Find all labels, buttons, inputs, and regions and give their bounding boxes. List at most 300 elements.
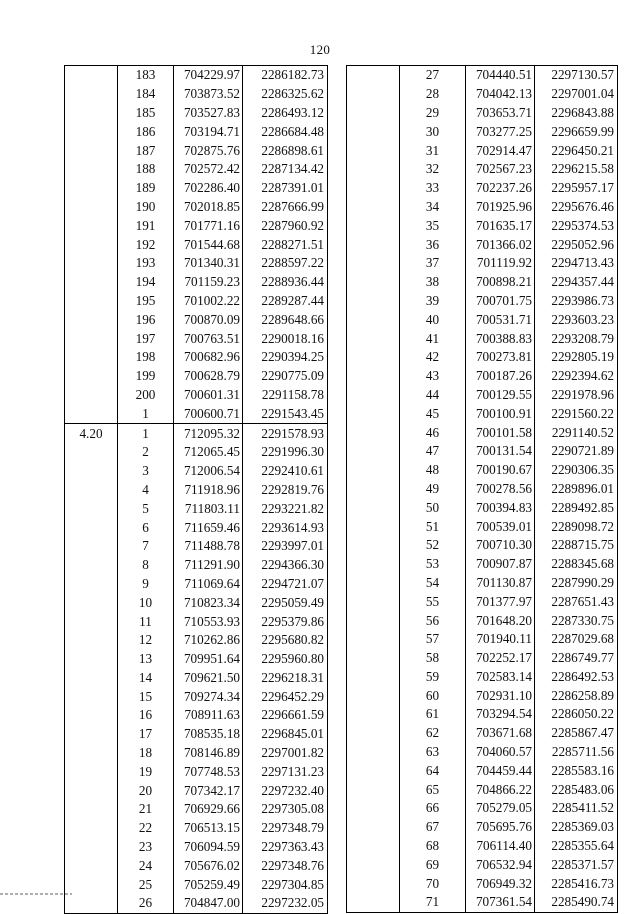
y-coordinate-cell: 2286749.77 bbox=[535, 649, 618, 668]
point-number-cell: 53 bbox=[400, 555, 466, 574]
table-row bbox=[65, 612, 328, 631]
x-coordinate-cell: 702583.14 bbox=[466, 668, 535, 687]
x-coordinate-cell: 704866.22 bbox=[466, 780, 535, 799]
x-coordinate-cell: 711803.11 bbox=[174, 499, 243, 518]
section-number-cell bbox=[65, 762, 118, 781]
section-number-cell bbox=[347, 179, 400, 198]
y-coordinate-cell: 2286493.12 bbox=[243, 104, 328, 123]
point-number-cell: 190 bbox=[118, 198, 174, 217]
section-number-cell bbox=[347, 611, 400, 630]
section-number-cell bbox=[347, 743, 400, 762]
table-row bbox=[347, 780, 618, 799]
y-coordinate-cell: 2294366.30 bbox=[243, 556, 328, 575]
y-coordinate-cell: 2289492.85 bbox=[535, 498, 618, 517]
section-number-cell bbox=[65, 329, 118, 348]
point-number-cell: 189 bbox=[118, 179, 174, 198]
section-number-cell bbox=[347, 310, 400, 329]
y-coordinate-cell: 2297001.82 bbox=[243, 744, 328, 763]
section-number-cell bbox=[65, 838, 118, 857]
x-coordinate-cell: 711488.78 bbox=[174, 537, 243, 556]
y-coordinate-cell: 2286492.53 bbox=[535, 668, 618, 687]
section-number-cell bbox=[65, 404, 118, 423]
table-row bbox=[65, 85, 328, 104]
table-row bbox=[347, 555, 618, 574]
y-coordinate-cell: 2293603.23 bbox=[535, 310, 618, 329]
point-number-cell: 46 bbox=[400, 423, 466, 442]
x-coordinate-cell: 700870.09 bbox=[174, 310, 243, 329]
x-coordinate-cell: 705279.05 bbox=[466, 799, 535, 818]
table-row bbox=[347, 818, 618, 837]
table-row bbox=[347, 104, 618, 123]
section-number-cell bbox=[347, 592, 400, 611]
table-row bbox=[347, 348, 618, 367]
section-number-cell bbox=[347, 122, 400, 141]
x-coordinate-cell: 705676.02 bbox=[174, 856, 243, 875]
point-number-cell: 4 bbox=[118, 481, 174, 500]
table-row bbox=[347, 649, 618, 668]
section-number-cell bbox=[65, 348, 118, 367]
table-row bbox=[65, 800, 328, 819]
x-coordinate-cell: 702567.23 bbox=[466, 160, 535, 179]
table-row bbox=[65, 744, 328, 763]
x-coordinate-cell: 700278.56 bbox=[466, 480, 535, 499]
x-coordinate-cell: 705259.49 bbox=[174, 875, 243, 894]
point-number-cell: 27 bbox=[400, 66, 466, 85]
section-number-cell bbox=[65, 725, 118, 744]
section-number-cell bbox=[65, 781, 118, 800]
section-number-cell bbox=[65, 481, 118, 500]
section-number-cell bbox=[347, 799, 400, 818]
x-coordinate-cell: 709951.64 bbox=[174, 650, 243, 669]
table-row bbox=[347, 423, 618, 442]
table-row bbox=[65, 424, 328, 443]
x-coordinate-cell: 700190.67 bbox=[466, 461, 535, 480]
x-coordinate-cell: 700601.31 bbox=[174, 386, 243, 405]
table-row bbox=[347, 329, 618, 348]
point-number-cell: 67 bbox=[400, 818, 466, 837]
table-row bbox=[347, 611, 618, 630]
x-coordinate-cell: 712006.54 bbox=[174, 462, 243, 481]
section-number-cell bbox=[65, 537, 118, 556]
x-coordinate-cell: 700701.75 bbox=[466, 292, 535, 311]
x-coordinate-cell: 700763.51 bbox=[174, 329, 243, 348]
section-number-cell bbox=[65, 669, 118, 688]
y-coordinate-cell: 2292410.61 bbox=[243, 462, 328, 481]
section-number-cell bbox=[65, 179, 118, 198]
x-coordinate-cell: 705695.76 bbox=[466, 818, 535, 837]
coordinate-table-right bbox=[346, 65, 618, 913]
point-number-cell: 56 bbox=[400, 611, 466, 630]
x-coordinate-cell: 703653.71 bbox=[466, 104, 535, 123]
table-row bbox=[347, 141, 618, 160]
y-coordinate-cell: 2297363.43 bbox=[243, 838, 328, 857]
y-coordinate-cell: 2295374.53 bbox=[535, 216, 618, 235]
section-number-cell bbox=[347, 705, 400, 724]
y-coordinate-cell: 2290775.09 bbox=[243, 367, 328, 386]
table-row bbox=[65, 725, 328, 744]
x-coordinate-cell: 706532.94 bbox=[466, 855, 535, 874]
y-coordinate-cell: 2288345.68 bbox=[535, 555, 618, 574]
table-row bbox=[65, 669, 328, 688]
y-coordinate-cell: 2285369.03 bbox=[535, 818, 618, 837]
y-coordinate-cell: 2287330.75 bbox=[535, 611, 618, 630]
y-coordinate-cell: 2285483.06 bbox=[535, 780, 618, 799]
y-coordinate-cell: 2294721.07 bbox=[243, 575, 328, 594]
x-coordinate-cell: 710553.93 bbox=[174, 612, 243, 631]
table-row bbox=[65, 160, 328, 179]
table-row bbox=[347, 85, 618, 104]
y-coordinate-cell: 2287651.43 bbox=[535, 592, 618, 611]
table-row bbox=[347, 386, 618, 405]
section-number-cell bbox=[65, 367, 118, 386]
table-row bbox=[347, 480, 618, 499]
table-row bbox=[65, 66, 328, 85]
x-coordinate-cell: 708535.18 bbox=[174, 725, 243, 744]
table-row bbox=[65, 556, 328, 575]
point-number-cell: 64 bbox=[400, 761, 466, 780]
point-number-cell: 2 bbox=[118, 443, 174, 462]
section-number-cell bbox=[65, 122, 118, 141]
table-row bbox=[347, 630, 618, 649]
point-number-cell: 9 bbox=[118, 575, 174, 594]
table-row bbox=[347, 743, 618, 762]
table-row bbox=[347, 668, 618, 687]
point-number-cell: 195 bbox=[118, 292, 174, 311]
section-number-cell bbox=[347, 141, 400, 160]
section-number-cell bbox=[347, 893, 400, 912]
coordinate-table-left bbox=[64, 65, 328, 914]
section-number-cell bbox=[347, 273, 400, 292]
point-number-cell: 69 bbox=[400, 855, 466, 874]
point-number-cell: 15 bbox=[118, 687, 174, 706]
section-number-cell bbox=[65, 856, 118, 875]
y-coordinate-cell: 2296659.99 bbox=[535, 122, 618, 141]
table-row bbox=[65, 687, 328, 706]
point-number-cell: 34 bbox=[400, 198, 466, 217]
x-coordinate-cell: 702914.47 bbox=[466, 141, 535, 160]
y-coordinate-cell: 2289098.72 bbox=[535, 517, 618, 536]
point-number-cell: 52 bbox=[400, 536, 466, 555]
section-number-cell bbox=[347, 216, 400, 235]
x-coordinate-cell: 703671.68 bbox=[466, 724, 535, 743]
x-coordinate-cell: 700531.71 bbox=[466, 310, 535, 329]
section-number-cell bbox=[347, 198, 400, 217]
table-row bbox=[65, 198, 328, 217]
table-row bbox=[65, 856, 328, 875]
point-number-cell: 200 bbox=[118, 386, 174, 405]
x-coordinate-cell: 706929.66 bbox=[174, 800, 243, 819]
x-coordinate-cell: 707748.53 bbox=[174, 762, 243, 781]
x-coordinate-cell: 710262.86 bbox=[174, 631, 243, 650]
point-number-cell: 194 bbox=[118, 273, 174, 292]
section-number-cell bbox=[65, 819, 118, 838]
section-number-cell bbox=[65, 462, 118, 481]
y-coordinate-cell: 2297130.57 bbox=[535, 66, 618, 85]
y-coordinate-cell: 2289287.44 bbox=[243, 292, 328, 311]
point-number-cell: 3 bbox=[118, 462, 174, 481]
section-number-cell bbox=[347, 292, 400, 311]
point-number-cell: 20 bbox=[118, 781, 174, 800]
section-number-cell bbox=[347, 724, 400, 743]
y-coordinate-cell: 2291578.93 bbox=[243, 424, 328, 443]
point-number-cell: 198 bbox=[118, 348, 174, 367]
point-number-cell: 70 bbox=[400, 874, 466, 893]
y-coordinate-cell: 2296843.88 bbox=[535, 104, 618, 123]
point-number-cell: 16 bbox=[118, 706, 174, 725]
y-coordinate-cell: 2290306.35 bbox=[535, 461, 618, 480]
point-number-cell: 44 bbox=[400, 386, 466, 405]
x-coordinate-cell: 702931.10 bbox=[466, 686, 535, 705]
point-number-cell: 50 bbox=[400, 498, 466, 517]
point-number-cell: 48 bbox=[400, 461, 466, 480]
x-coordinate-cell: 700129.55 bbox=[466, 386, 535, 405]
x-coordinate-cell: 701925.96 bbox=[466, 198, 535, 217]
table-row bbox=[347, 198, 618, 217]
y-coordinate-cell: 2292805.19 bbox=[535, 348, 618, 367]
coordinate-table-left-body bbox=[65, 66, 328, 914]
y-coordinate-cell: 2285371.57 bbox=[535, 855, 618, 874]
section-number-cell bbox=[347, 517, 400, 536]
point-number-cell: 22 bbox=[118, 819, 174, 838]
table-row bbox=[65, 631, 328, 650]
point-number-cell: 8 bbox=[118, 556, 174, 575]
page-number: 120 bbox=[309, 42, 331, 57]
point-number-cell: 60 bbox=[400, 686, 466, 705]
point-number-cell: 33 bbox=[400, 179, 466, 198]
x-coordinate-cell: 711069.64 bbox=[174, 575, 243, 594]
y-coordinate-cell: 2297001.04 bbox=[535, 85, 618, 104]
section-number-cell bbox=[347, 837, 400, 856]
y-coordinate-cell: 2297232.40 bbox=[243, 781, 328, 800]
table-row bbox=[347, 705, 618, 724]
y-coordinate-cell: 2291140.52 bbox=[535, 423, 618, 442]
y-coordinate-cell: 2288597.22 bbox=[243, 254, 328, 273]
section-number-cell bbox=[65, 292, 118, 311]
y-coordinate-cell: 2295960.80 bbox=[243, 650, 328, 669]
table-row bbox=[65, 518, 328, 537]
y-coordinate-cell: 2297304.85 bbox=[243, 875, 328, 894]
table-row bbox=[347, 536, 618, 555]
x-coordinate-cell: 706114.40 bbox=[466, 837, 535, 856]
x-coordinate-cell: 700101.58 bbox=[466, 423, 535, 442]
point-number-cell: 7 bbox=[118, 537, 174, 556]
table-row bbox=[65, 481, 328, 500]
point-number-cell: 65 bbox=[400, 780, 466, 799]
point-number-cell: 61 bbox=[400, 705, 466, 724]
table-row bbox=[65, 462, 328, 481]
x-coordinate-cell: 701366.02 bbox=[466, 235, 535, 254]
section-number-cell bbox=[65, 273, 118, 292]
section-number-cell bbox=[65, 160, 118, 179]
y-coordinate-cell: 2285583.16 bbox=[535, 761, 618, 780]
section-number-cell bbox=[65, 631, 118, 650]
section-number-cell bbox=[347, 668, 400, 687]
x-coordinate-cell: 703294.54 bbox=[466, 705, 535, 724]
point-number-cell: 47 bbox=[400, 442, 466, 461]
y-coordinate-cell: 2293986.73 bbox=[535, 292, 618, 311]
table-row bbox=[65, 894, 328, 913]
coordinate-table-right-body bbox=[347, 66, 618, 913]
y-coordinate-cell: 2287134.42 bbox=[243, 160, 328, 179]
point-number-cell: 5 bbox=[118, 499, 174, 518]
table-row bbox=[65, 762, 328, 781]
table-row bbox=[347, 837, 618, 856]
y-coordinate-cell: 2296450.21 bbox=[535, 141, 618, 160]
table-row bbox=[65, 329, 328, 348]
x-coordinate-cell: 711291.90 bbox=[174, 556, 243, 575]
point-number-cell: 43 bbox=[400, 367, 466, 386]
point-number-cell: 185 bbox=[118, 104, 174, 123]
table-row bbox=[65, 781, 328, 800]
table-row bbox=[347, 498, 618, 517]
y-coordinate-cell: 2292819.76 bbox=[243, 481, 328, 500]
point-number-cell: 17 bbox=[118, 725, 174, 744]
table-row bbox=[65, 819, 328, 838]
y-coordinate-cell: 2287029.68 bbox=[535, 630, 618, 649]
section-number-cell bbox=[347, 461, 400, 480]
point-number-cell: 58 bbox=[400, 649, 466, 668]
y-coordinate-cell: 2297131.23 bbox=[243, 762, 328, 781]
x-coordinate-cell: 701119.92 bbox=[466, 254, 535, 273]
x-coordinate-cell: 700539.01 bbox=[466, 517, 535, 536]
point-number-cell: 184 bbox=[118, 85, 174, 104]
point-number-cell: 193 bbox=[118, 254, 174, 273]
section-number-cell bbox=[65, 593, 118, 612]
x-coordinate-cell: 700710.30 bbox=[466, 536, 535, 555]
x-coordinate-cell: 711918.96 bbox=[174, 481, 243, 500]
point-number-cell: 37 bbox=[400, 254, 466, 273]
point-number-cell: 21 bbox=[118, 800, 174, 819]
y-coordinate-cell: 2296215.58 bbox=[535, 160, 618, 179]
y-coordinate-cell: 2296845.01 bbox=[243, 725, 328, 744]
point-number-cell: 192 bbox=[118, 235, 174, 254]
x-coordinate-cell: 704847.00 bbox=[174, 894, 243, 913]
section-number-cell bbox=[347, 649, 400, 668]
point-number-cell: 183 bbox=[118, 66, 174, 85]
section-number-cell: 4.20 bbox=[65, 424, 118, 443]
y-coordinate-cell: 2287666.99 bbox=[243, 198, 328, 217]
y-coordinate-cell: 2292394.62 bbox=[535, 367, 618, 386]
y-coordinate-cell: 2291978.96 bbox=[535, 386, 618, 405]
table-row bbox=[65, 443, 328, 462]
table-row bbox=[347, 122, 618, 141]
point-number-cell: 57 bbox=[400, 630, 466, 649]
x-coordinate-cell: 704440.51 bbox=[466, 66, 535, 85]
section-number-cell bbox=[347, 254, 400, 273]
x-coordinate-cell: 701635.17 bbox=[466, 216, 535, 235]
table-row bbox=[347, 254, 618, 273]
table-row bbox=[65, 875, 328, 894]
x-coordinate-cell: 702018.85 bbox=[174, 198, 243, 217]
x-coordinate-cell: 702572.42 bbox=[174, 160, 243, 179]
point-number-cell: 19 bbox=[118, 762, 174, 781]
section-number-cell bbox=[347, 630, 400, 649]
section-number-cell bbox=[347, 386, 400, 405]
section-number-cell bbox=[65, 443, 118, 462]
x-coordinate-cell: 700273.81 bbox=[466, 348, 535, 367]
scan-artifact bbox=[0, 893, 72, 895]
table-row bbox=[65, 499, 328, 518]
y-coordinate-cell: 2285867.47 bbox=[535, 724, 618, 743]
section-number-cell bbox=[65, 104, 118, 123]
y-coordinate-cell: 2294357.44 bbox=[535, 273, 618, 292]
section-number-cell bbox=[65, 141, 118, 160]
table-row bbox=[347, 686, 618, 705]
table-row bbox=[347, 517, 618, 536]
section-number-cell bbox=[347, 686, 400, 705]
section-number-cell bbox=[347, 367, 400, 386]
section-number-cell bbox=[347, 498, 400, 517]
table-row bbox=[65, 386, 328, 405]
table-row bbox=[65, 348, 328, 367]
section-number-cell bbox=[65, 894, 118, 913]
table-row bbox=[65, 104, 328, 123]
table-row bbox=[347, 855, 618, 874]
table-row bbox=[65, 404, 328, 423]
point-number-cell: 28 bbox=[400, 85, 466, 104]
section-number-cell bbox=[347, 329, 400, 348]
point-number-cell: 39 bbox=[400, 292, 466, 311]
point-number-cell: 41 bbox=[400, 329, 466, 348]
section-number-cell bbox=[65, 556, 118, 575]
y-coordinate-cell: 2296661.59 bbox=[243, 706, 328, 725]
table-row bbox=[347, 574, 618, 593]
table-row bbox=[347, 724, 618, 743]
y-coordinate-cell: 2295059.49 bbox=[243, 593, 328, 612]
y-coordinate-cell: 2291560.22 bbox=[535, 404, 618, 423]
table-row bbox=[65, 367, 328, 386]
section-number-cell bbox=[65, 687, 118, 706]
y-coordinate-cell: 2293208.79 bbox=[535, 329, 618, 348]
point-number-cell: 63 bbox=[400, 743, 466, 762]
section-number-cell bbox=[65, 499, 118, 518]
table-row bbox=[65, 273, 328, 292]
x-coordinate-cell: 703277.25 bbox=[466, 122, 535, 141]
y-coordinate-cell: 2285711.56 bbox=[535, 743, 618, 762]
x-coordinate-cell: 706094.59 bbox=[174, 838, 243, 857]
y-coordinate-cell: 2285411.52 bbox=[535, 799, 618, 818]
point-number-cell: 12 bbox=[118, 631, 174, 650]
x-coordinate-cell: 700394.83 bbox=[466, 498, 535, 517]
section-number-cell bbox=[347, 423, 400, 442]
x-coordinate-cell: 702875.76 bbox=[174, 141, 243, 160]
point-number-cell: 36 bbox=[400, 235, 466, 254]
table-row bbox=[347, 216, 618, 235]
point-number-cell: 51 bbox=[400, 517, 466, 536]
table-row bbox=[65, 838, 328, 857]
x-coordinate-cell: 701159.23 bbox=[174, 273, 243, 292]
x-coordinate-cell: 706513.15 bbox=[174, 819, 243, 838]
x-coordinate-cell: 703873.52 bbox=[174, 85, 243, 104]
point-number-cell: 6 bbox=[118, 518, 174, 537]
x-coordinate-cell: 710823.34 bbox=[174, 593, 243, 612]
table-row bbox=[347, 179, 618, 198]
y-coordinate-cell: 2287990.29 bbox=[535, 574, 618, 593]
table-row bbox=[65, 235, 328, 254]
y-coordinate-cell: 2291996.30 bbox=[243, 443, 328, 462]
x-coordinate-cell: 700388.83 bbox=[466, 329, 535, 348]
y-coordinate-cell: 2285355.64 bbox=[535, 837, 618, 856]
y-coordinate-cell: 2291543.45 bbox=[243, 404, 328, 423]
point-number-cell: 11 bbox=[118, 612, 174, 631]
section-number-cell bbox=[65, 612, 118, 631]
point-number-cell: 29 bbox=[400, 104, 466, 123]
x-coordinate-cell: 702237.26 bbox=[466, 179, 535, 198]
y-coordinate-cell: 2285416.73 bbox=[535, 874, 618, 893]
section-number-cell bbox=[65, 744, 118, 763]
point-number-cell: 196 bbox=[118, 310, 174, 329]
x-coordinate-cell: 700898.21 bbox=[466, 273, 535, 292]
